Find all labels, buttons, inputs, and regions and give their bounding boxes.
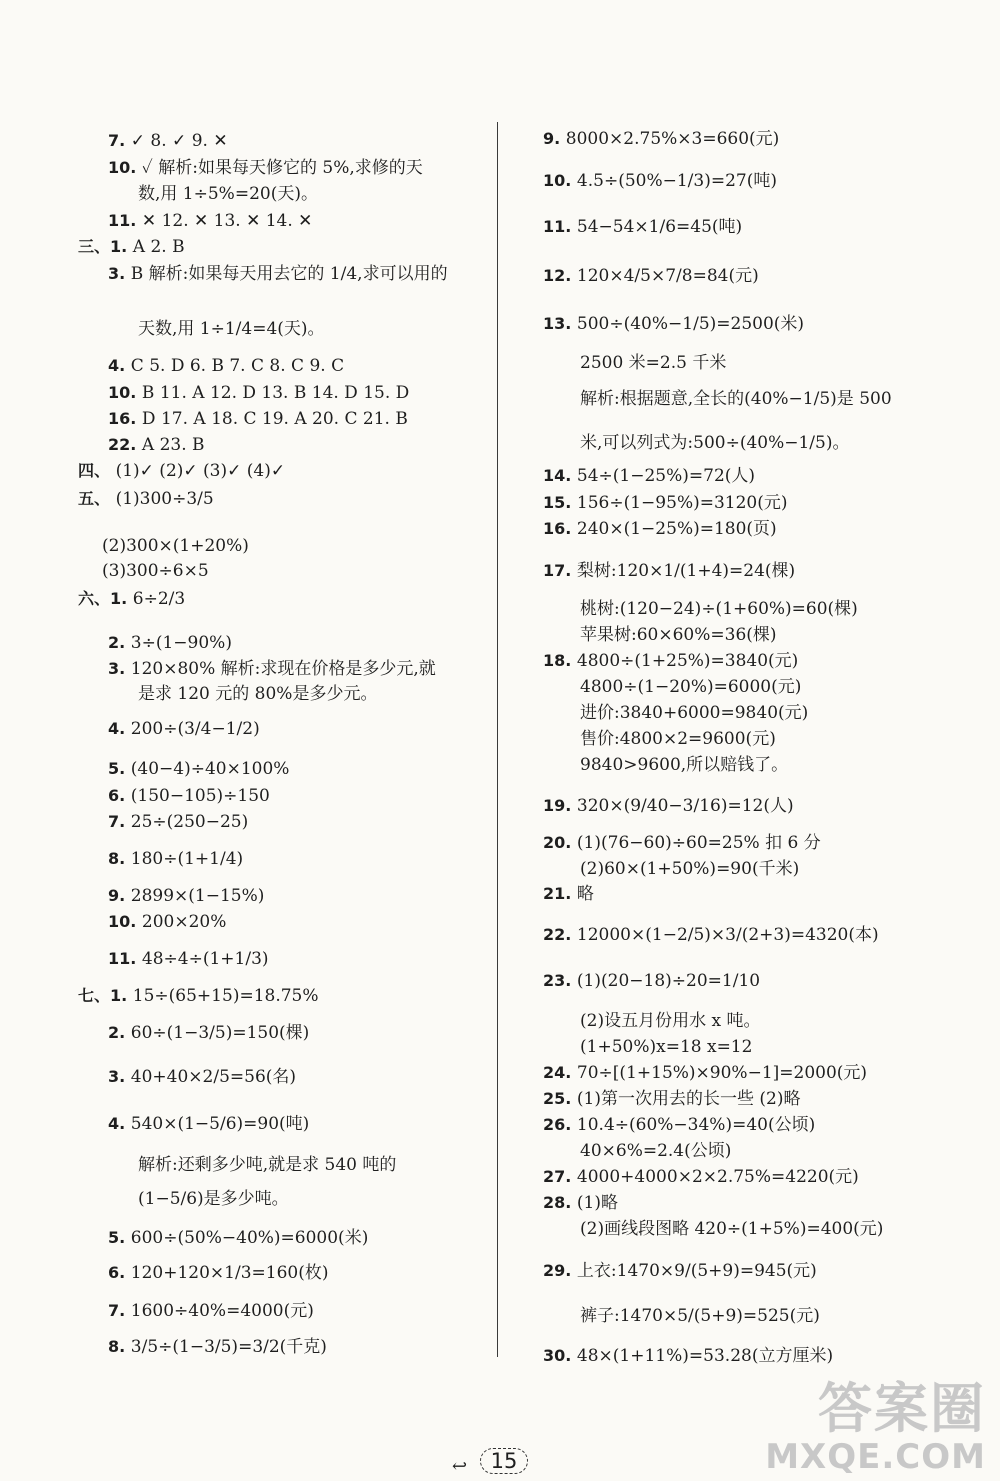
answer-text: (3)300÷6×5 xyxy=(102,561,209,581)
answer-text: B 解析:如果每天用去它的 1/4,求可以用的 xyxy=(130,264,448,284)
right-answer-line xyxy=(543,1114,815,1136)
right-answer-line xyxy=(543,128,779,150)
right-answer-line xyxy=(580,858,799,880)
left-answer-line xyxy=(108,1336,327,1358)
answer-text: 320×(9/40−3/16)=12(人) xyxy=(576,796,794,816)
left-answer-line xyxy=(138,183,318,205)
right-answer-line xyxy=(543,313,804,335)
right-answer-line xyxy=(580,676,801,698)
left-answer-line xyxy=(78,588,185,610)
question-number: 10. xyxy=(108,912,142,931)
question-number: 六、1. xyxy=(78,589,133,608)
left-answer-line xyxy=(102,535,249,557)
answer-text: 240×(1−25%)=180(页) xyxy=(576,519,777,539)
right-answer-line xyxy=(543,795,794,817)
right-answer-line xyxy=(580,1140,731,1162)
answer-text: 120×80% 解析:求现在价格是多少元,就 xyxy=(130,659,436,679)
question-number: 10. xyxy=(108,158,142,177)
question-number: 5. xyxy=(108,1228,131,1247)
left-answer-line xyxy=(108,157,423,179)
left-column xyxy=(0,0,497,1400)
answer-text: 桃树:(120−24)÷(1+60%)=60(棵) xyxy=(580,599,858,619)
answer-text: 4800÷(1−20%)=6000(元) xyxy=(580,677,802,697)
question-number: 2. xyxy=(108,1023,131,1042)
right-answer-line xyxy=(543,170,777,192)
answer-text: 120+120×1/3=160(枚) xyxy=(130,1263,329,1283)
question-number: 7. xyxy=(108,1301,131,1320)
answer-text: 15÷(65+15)=18.75% xyxy=(132,986,319,1006)
answer-text: (1)(20−18)÷20=1/10 xyxy=(576,971,761,991)
answer-text: (1)略 xyxy=(576,1193,619,1213)
question-number: 4. xyxy=(108,356,131,375)
question-number: 30. xyxy=(543,1346,577,1365)
question-number: 3. xyxy=(108,659,131,678)
answer-text: 70÷[(1+15%)×90%−1]=2000(元) xyxy=(576,1063,868,1083)
answer-text: 解析:还剩多少吨,就是求 540 吨的 xyxy=(138,1155,397,1175)
answer-text: 售价:4800×2=9600(元) xyxy=(580,729,776,749)
answer-text: 600÷(50%−40%)=6000(米) xyxy=(130,1228,369,1248)
answer-text: 4800÷(1+25%)=3840(元) xyxy=(576,651,799,671)
answer-text: 200×20% xyxy=(141,912,227,932)
question-number: 24. xyxy=(543,1063,577,1082)
page-number: 15 xyxy=(474,1448,534,1474)
answer-text: 54÷(1−25%)=72(人) xyxy=(576,466,756,486)
question-number: 5. xyxy=(108,759,131,778)
answer-text: 裤子:1470×5/(5+9)=525(元) xyxy=(580,1306,820,1326)
answer-text: 120×4/5×7/8=84(元) xyxy=(576,266,759,286)
left-answer-line xyxy=(138,683,377,705)
left-answer-line xyxy=(108,811,248,833)
answer-text: ✓ 8. ✓ 9. ✕ xyxy=(130,131,228,151)
answer-text: 6÷2/3 xyxy=(132,589,186,609)
question-number: 3. xyxy=(108,264,131,283)
right-answer-line xyxy=(543,1088,801,1110)
answer-text: 8000×2.75%×3=660(元) xyxy=(565,129,780,149)
question-number: 17. xyxy=(543,561,577,580)
right-answer-line xyxy=(580,1036,752,1058)
question-number: 五、 xyxy=(78,489,116,508)
left-answer-line xyxy=(108,758,289,780)
right-answer-line xyxy=(543,1166,859,1188)
right-answer-line xyxy=(580,1010,760,1032)
question-number: 2. xyxy=(108,633,131,652)
right-answer-line xyxy=(543,492,788,514)
watermark-bottom: MXQE.COM xyxy=(765,1437,986,1477)
answer-text: 48×(1+11%)=53.28(立方厘米) xyxy=(576,1346,834,1366)
left-answer-line xyxy=(108,355,344,377)
question-number: 28. xyxy=(543,1193,577,1212)
answer-text: 54−54×1/6=45(吨) xyxy=(576,217,743,237)
question-number: 8. xyxy=(108,1337,131,1356)
right-answer-line xyxy=(580,352,726,374)
answer-text: 进价:3840+6000=9840(元) xyxy=(580,703,809,723)
left-answer-line xyxy=(108,434,205,456)
answer-text: 米,可以列式为:500÷(40%−1/5)。 xyxy=(580,433,850,453)
question-number: 4. xyxy=(108,1114,131,1133)
answer-text: 25÷(250−25) xyxy=(130,812,249,832)
left-answer-line xyxy=(108,948,269,970)
right-answer-line xyxy=(580,1305,820,1327)
answer-text: B 11. A 12. D 13. B 14. D 15. D xyxy=(141,383,410,403)
question-number: 8. xyxy=(108,849,131,868)
left-answer-line xyxy=(108,1022,309,1044)
left-answer-line xyxy=(138,1154,396,1176)
question-number: 11. xyxy=(543,217,577,236)
answer-text: (1)✓ (2)✓ (3)✓ (4)✓ xyxy=(115,461,286,481)
answer-text: 解析:根据题意,全长的(40%−1/5)是 500 xyxy=(580,389,892,409)
answer-text: 40+40×2/5=56(名) xyxy=(130,1067,297,1087)
answer-text: (150−105)÷150 xyxy=(130,786,270,806)
left-answer-line xyxy=(78,488,214,510)
answer-text: (2)画线段图略 420÷(1+5%)=400(元) xyxy=(580,1219,884,1239)
right-answer-line xyxy=(543,560,795,582)
question-number: 23. xyxy=(543,971,577,990)
left-answer-line xyxy=(108,1066,296,1088)
answer-text: (2)设五月份用水 x 吨。 xyxy=(580,1011,761,1031)
answer-text: 48÷4÷(1+1/3) xyxy=(141,949,269,969)
answer-text: C 5. D 6. B 7. C 8. C 9. C xyxy=(130,356,345,376)
answer-text: 3÷(1−90%) xyxy=(130,633,232,653)
answer-text: 60÷(1−3/5)=150(棵) xyxy=(130,1023,310,1043)
question-number: 6. xyxy=(108,1263,131,1282)
question-number: 11. xyxy=(108,211,142,230)
right-answer-line xyxy=(543,650,798,672)
answer-text: 1600÷40%=4000(元) xyxy=(130,1301,314,1321)
left-answer-line xyxy=(102,560,209,582)
right-answer-line xyxy=(580,598,858,620)
right-answer-line xyxy=(543,970,760,992)
left-answer-line xyxy=(108,263,448,285)
question-number: 26. xyxy=(543,1115,577,1134)
question-number: 14. xyxy=(543,466,577,485)
answer-text: D 17. A 18. C 19. A 20. C 21. B xyxy=(141,409,408,429)
right-answer-line xyxy=(580,754,788,776)
left-answer-line xyxy=(108,382,409,404)
right-answer-line xyxy=(543,832,821,854)
answer-text: 数,用 1÷5%=20(天)。 xyxy=(138,184,318,204)
question-number: 9. xyxy=(108,886,131,905)
left-answer-line xyxy=(78,236,185,258)
question-number: 15. xyxy=(543,493,577,512)
question-number: 16. xyxy=(543,519,577,538)
question-number: 29. xyxy=(543,1261,577,1280)
left-answer-line xyxy=(108,885,264,907)
answer-text: 9840>9600,所以赔钱了。 xyxy=(580,755,789,775)
answer-text: (1+50%)x=18 x=12 xyxy=(580,1037,753,1057)
left-answer-line xyxy=(138,318,325,340)
left-answer-line xyxy=(108,1262,328,1284)
left-answer-line xyxy=(108,1300,314,1322)
question-number: 6. xyxy=(108,786,131,805)
answer-text: (1)第一次用去的长一些 (2)略 xyxy=(576,1089,801,1109)
question-number: 21. xyxy=(543,884,577,903)
right-answer-line xyxy=(543,883,594,905)
answer-text: 4.5÷(50%−1/3)=27(吨) xyxy=(576,171,777,191)
question-number: 12. xyxy=(543,266,577,285)
question-number: 10. xyxy=(543,171,577,190)
answer-text: 4000+4000×2×2.75%=4220(元) xyxy=(576,1167,859,1187)
answer-text: (40−4)÷40×100% xyxy=(130,759,290,779)
answer-text: 156÷(1−95%)=3120(元) xyxy=(576,493,788,513)
answer-text: ✕ 12. ✕ 13. ✕ 14. ✕ xyxy=(141,211,313,231)
mascot-icon: ↩ xyxy=(452,1456,468,1477)
question-number: 三、1. xyxy=(78,237,133,256)
answer-text: 540×(1−5/6)=90(吨) xyxy=(130,1114,310,1134)
question-number: 25. xyxy=(543,1089,577,1108)
question-number: 22. xyxy=(108,435,142,454)
right-column xyxy=(498,0,998,1400)
question-number: 7. xyxy=(108,131,131,150)
answer-text: A 2. B xyxy=(132,237,185,257)
question-number: 11. xyxy=(108,949,142,968)
answer-text: 10.4÷(60%−34%)=40(公顷) xyxy=(576,1115,816,1135)
answer-text: 200÷(3/4−1/2) xyxy=(130,719,260,739)
left-answer-line xyxy=(108,408,408,430)
answer-text: (1)300÷3/5 xyxy=(115,489,214,509)
answer-text: 略 xyxy=(576,884,594,904)
right-answer-line xyxy=(543,1062,867,1084)
left-answer-line xyxy=(78,985,319,1007)
answer-text: 梨树:120×1/(1+4)=24(棵) xyxy=(576,561,796,581)
right-answer-line xyxy=(543,1192,618,1214)
question-number: 9. xyxy=(543,129,566,148)
answer-text: 苹果树:60×60%=36(棵) xyxy=(580,625,777,645)
question-number: 18. xyxy=(543,651,577,670)
answer-text: 是求 120 元的 80%是多少元。 xyxy=(138,684,378,704)
right-answer-line xyxy=(543,216,742,238)
left-answer-line xyxy=(108,632,232,654)
left-answer-line xyxy=(108,718,260,740)
answer-text: ✓ 解析:如果每天修它的 5%,求修的天 xyxy=(141,158,423,178)
answer-text: 天数,用 1÷1/4=4(天)。 xyxy=(138,319,325,339)
question-number: 七、1. xyxy=(78,986,133,1005)
answer-text: A 23. B xyxy=(141,435,205,455)
answer-text: 3/5÷(1−3/5)=3/2(千克) xyxy=(130,1337,327,1357)
left-answer-line xyxy=(108,130,228,152)
right-answer-line xyxy=(580,1218,883,1240)
question-number: 3. xyxy=(108,1067,131,1086)
answer-text: 2500 米=2.5 千米 xyxy=(580,353,727,373)
question-number: 4. xyxy=(108,719,131,738)
right-answer-line xyxy=(543,465,755,487)
left-answer-line xyxy=(108,658,436,680)
right-answer-line xyxy=(580,728,776,750)
right-answer-line xyxy=(543,924,879,946)
right-answer-line xyxy=(580,388,892,410)
question-number: 19. xyxy=(543,796,577,815)
left-answer-line xyxy=(108,1113,309,1135)
answer-text: (1−5/6)是多少吨。 xyxy=(138,1189,289,1209)
left-answer-line xyxy=(108,1227,368,1249)
answer-text: 2899×(1−15%) xyxy=(130,886,265,906)
answer-text: 40×6%=2.4(公顷) xyxy=(580,1141,732,1161)
question-number: 27. xyxy=(543,1167,577,1186)
right-answer-line xyxy=(543,265,759,287)
question-number: 22. xyxy=(543,925,577,944)
watermark xyxy=(765,1379,986,1475)
left-answer-line xyxy=(108,911,226,933)
answer-text: (2)300×(1+20%) xyxy=(102,536,249,556)
question-number: 16. xyxy=(108,409,142,428)
answer-text: 上衣:1470×9/(5+9)=945(元) xyxy=(576,1261,817,1281)
answer-text: 180÷(1+1/4) xyxy=(130,849,244,869)
left-answer-line xyxy=(108,785,270,807)
left-answer-line xyxy=(138,1188,289,1210)
left-answer-line xyxy=(108,848,243,870)
question-number: 13. xyxy=(543,314,577,333)
left-answer-line xyxy=(78,460,285,482)
answer-text: 500÷(40%−1/5)=2500(米) xyxy=(576,314,805,334)
question-number: 7. xyxy=(108,812,131,831)
left-answer-line xyxy=(108,210,312,232)
right-answer-line xyxy=(543,1260,817,1282)
question-number: 20. xyxy=(543,833,577,852)
answer-text: 12000×(1−2/5)×3/(2+3)=4320(本) xyxy=(576,925,879,945)
right-answer-line xyxy=(543,518,777,540)
watermark-top: 答案圈 xyxy=(818,1377,986,1440)
right-answer-line xyxy=(580,432,849,454)
right-answer-line xyxy=(580,624,777,646)
question-number: 10. xyxy=(108,383,142,402)
question-number: 四、 xyxy=(78,461,116,480)
right-answer-line xyxy=(580,702,808,724)
answer-text: (1)(76−60)÷60=25% 扣 6 分 xyxy=(576,833,821,853)
right-answer-line xyxy=(543,1345,833,1367)
answer-text: (2)60×(1+50%)=90(千米) xyxy=(580,859,800,879)
